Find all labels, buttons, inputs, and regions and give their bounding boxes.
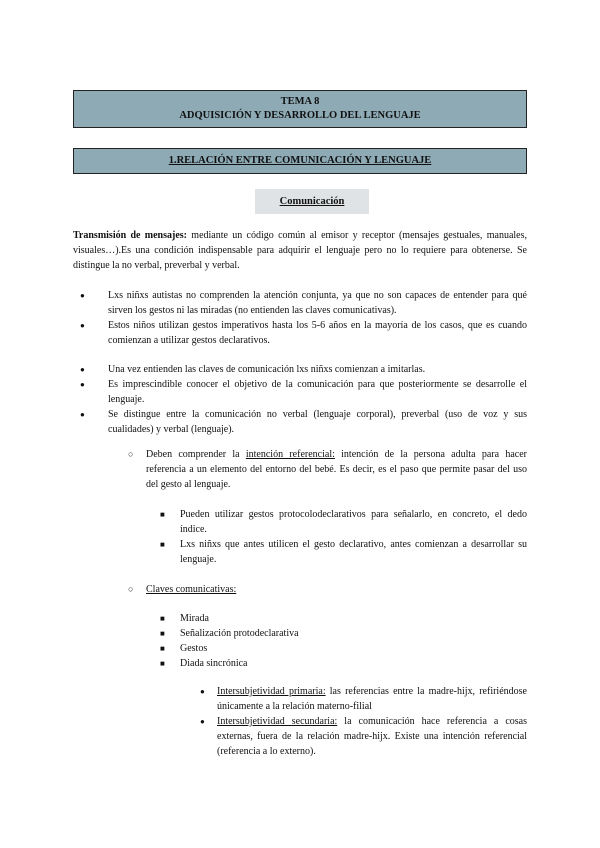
intersub-text: las referencias entre la madre-hijx, refiriéndose únicamente a la relación materno-filial <box>217 686 527 712</box>
tema-label: TEMA 8 <box>280 96 320 107</box>
title-box <box>73 90 527 128</box>
list-item: ■ Mirada <box>160 611 527 626</box>
intersub-term: Intersubjetividad secundaria: <box>217 716 338 727</box>
list-item: ■ Señalización protodeclarativa <box>160 626 527 641</box>
list-item: ■ Diada sincrónica <box>160 656 527 671</box>
section-heading: 1.RELACIÓN ENTRE COMUNICACIÓN Y LENGUAJE <box>73 148 527 174</box>
subsection-heading: Comunicación <box>255 189 369 214</box>
list-item: ● Lxs niñxs autistas no comprenden la atención conjunta, ya que no son capaces de entender para qué sirven los gestos ni las miradas (no entienden las claves comunicativas). <box>80 288 527 318</box>
claves-list <box>128 582 527 597</box>
intencion-term: intención referencial: <box>245 449 335 460</box>
list-item: ● Es imprescindible conocer el objetivo de la comunicación para que posteriormente se desarrolle el lenguaje. <box>80 377 527 407</box>
bullet-list-b <box>80 362 527 437</box>
intencion-post: intención de la persona adulta para hacer referencia a un elemento del entorno del bebé. Es decir, es el paso que permite pasar del uso del gesto al lenguaje. <box>146 449 527 490</box>
intersub-text: la comunicación hace referencia a cosas externas, fuera de la relación madre-hijx. Existe una intención referencial (referencia a lo externo). <box>217 716 527 757</box>
intencion-list <box>128 447 527 492</box>
intro-text: mediante un código común al emisor y receptor (mensajes gestuales, manuales, visuales…).Es una condición indispensable para adquirir el lenguaje pero no lo requiere para obtenerse. Se distingue la no verbal, preverbal y verbal. <box>73 230 527 271</box>
intencion-pre: Deben comprender la <box>146 449 246 460</box>
claves-title: ○ Claves comunicativas: <box>128 582 527 597</box>
list-item <box>128 447 527 492</box>
document-title: ADQUISICIÓN Y DESARROLLO DEL LENGUAJE <box>179 110 421 121</box>
list-item: ● Se distingue entre la comunicación no verbal (lenguaje corporal), preverbal (uso de voz y sus cualidades) y verbal (lenguaje). <box>80 407 527 437</box>
gestos-list <box>160 507 527 567</box>
claves-items-list <box>160 611 527 671</box>
list-item <box>200 714 527 759</box>
list-item: ■ Gestos <box>160 641 527 656</box>
list-item: ● Una vez entienden las claves de comunicación lxs niñxs comienzan a imitarlas. <box>80 362 527 377</box>
bullet-list-a <box>80 288 527 348</box>
list-item: ● Estos niños utilizan gestos imperativos hasta los 5-6 años en la mayoría de los casos, que es cuando comienzan a utilizar gestos declarativos. <box>80 318 527 348</box>
intersubjetividad-list <box>200 684 527 759</box>
list-item: ■ Lxs niñxs que antes utilicen el gesto declarativo, antes comienzan a desarrollar su lenguaje. <box>160 537 527 567</box>
intersub-term: Intersubjetividad primaria: <box>217 686 326 697</box>
intro-paragraph <box>73 228 527 273</box>
list-item: ■ Pueden utilizar gestos protocolodeclarativos para señalarlo, en concreto, el dedo índice. <box>160 507 527 537</box>
list-item <box>200 684 527 714</box>
intro-lead: Transmisión de mensajes: <box>73 230 187 241</box>
